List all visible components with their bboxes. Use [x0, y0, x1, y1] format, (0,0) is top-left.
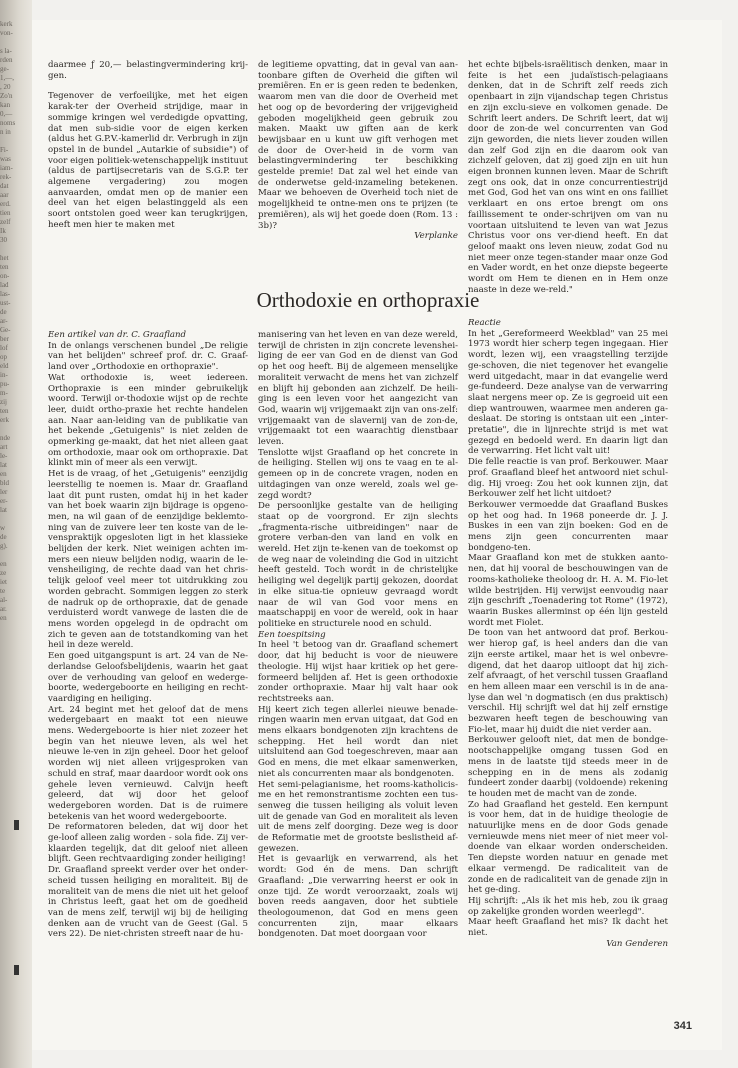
column-1-top [48, 60, 248, 231]
paragraph: Berkouwer vermoedde dat Graafland Buskes op het oog had. In 1968 poneerde dr. J. J. Buskes in een van zijn boeken: God en de mens zijn geen concurrenten maar bondgeno-ten. [468, 499, 668, 553]
paragraph: Het is gevaarlijk en verwarrend, als het wordt: God én de mens. Dan schrijft Graafland: „Die verwarring heerst er ook in onze tijd. Ze wordt veroorzaakt, zoals wij boven reeds aangaven, door het subtiele theologoumenon, dat God en mens geen concurrenten zijn, maar elkaars bondgenoten. Dat moet doorgaan voor [258, 854, 458, 940]
paragraph: Het semi-pelagianisme, het rooms-katholicis-me en het remonstrantisme zochten een tus-senweg die tussen heiliging als voluit leven uit de genade van God en moraliteit als leven uit de mens zelf doorging. Deze weg is door de Reformatie met de grootste beslistheid af-gewezen. [258, 779, 458, 854]
paragraph: Tegenover de verfoeilijke, met het eigen karak-ter der Overheid strijdige, maar in sommige kringen wel verdedigde opvatting, dat men sub-sidie voor de eigen kerken (aldus het G.P.V.-kamerlid dr. Verbrugh in zijn opstel in de bundel „Autarkie of subsidie") of voor eigen politiek-wetenschappelijk instituut (aldus de partijsecretaris van de S.G.P. ter algemene vergadering) zou mogen aanvaarden, omdat men op de manier een deel van het eigen belastinggeld als een soort ontstolen goed weer kan terugkrijgen, heeft men hier te maken met [48, 91, 248, 230]
paragraph: het echte bijbels-israëlitisch denken, maar in feite is het een judaïstisch-pelagiaans denken, dat in de Schrift zelf reeds zich openbaart in zijn vijandschap tegen Christus en zijn exclu-sieve en volkomen genade. De Schrift leert anders. De Schrift leert, dat wij door de zon-de wel concurrenten van God zijn geworden, die niets liever zouden willen dan zelf God zijn en die daarom ook van zichzelf geloven, dat zij goed zijn en uit hun eigen bronnen kunnen leven. Maar de Schrift zegt ons ook, dat in onze concurrentiestrijd met God, God het van ons wint en ons failliet verklaart en ons ertoe brengt om ons faillissement te onder-schrijven om van nu voortaan uitsluitend te leven van wat Jezus Christus voor ons ver-diend heeft. En dat geloof maakt ons leven nieuw, zodat God nu niet meer onze tegen-stander maar onze God en Vader wordt, en het onze diepste begeerte wordt om Hem te dienen en in Hem onze naaste in deze we-reld." [468, 60, 668, 295]
binding-margin [0, 0, 32, 1068]
paragraph: Hij schrijft: „Als ik het mis heb, zou ik graag op zakelijke gronden worden weerlegd". [468, 895, 668, 917]
paragraph: Berkouwer gelooft niet, dat men de bondge-nootschappelijke omgang tussen God en mens in de laatste tijd steeds meer in de schepping en in de mens als zodanig fundeert zonder daarbij (voldoende) rekening te houden met de macht van de zonde. [468, 735, 668, 799]
paragraph: Een goed uitgangspunt is art. 24 van de Ne-derlandse Geloofsbelijdenis, waarin het gaat over de verhouding van geloof en wederge-boorte, wedergeboorte en heiliging en recht-vaardiging en heiliging. [48, 651, 248, 704]
author-signature: Van Genderen [606, 938, 668, 949]
section-heading: Een toespitsing [258, 629, 326, 640]
paragraph: Die felle reactie is van prof. Berkouwer. Maar prof. Graafland bleef het antwoord niet schul-dig. Hij vroeg: Zou het ook kunnen zijn, dat Berkouwer zelf het licht uitdoet? [468, 457, 668, 500]
page-number: 341 [673, 1020, 692, 1032]
paragraph: manisering van het leven en van deze wereld, terwijl de christen in zijn concrete levenshei-liging de eer van God en de dienst van God op het oog heeft. Bij de algemeen menselijke moraliteit verwacht de mens het van zichzelf en blijft hij gebonden aan zichzelf. De heili-ging is een leven voor het aangezicht van God, waarin wij vrijgemaakt zijn van ons-zelf: vrijgemaakt van de slavernij van de zon-de, vrijgemaakt tot een waarachtig dienstbaar leven. [258, 330, 458, 448]
column-3-body [468, 318, 668, 949]
paragraph: In het „Gereformeerd Weekblad" van 25 mei 1973 wordt hier scherp tegen ingegaan. Hier wordt, lezen wij, een vraagstelling terzijde ge-schoven, die niet tegenover het evangelie werd uitgedacht, maar in dat evangelie werd ge-fundeerd. Deze analyse van de verwarring slaat nergens meer op. Ze is gegroeid uit een diep wantrouwen, waarmee men anderen ga-deslaat. De storing is ontstaan uit een „inter-pretatie", die in lijnrechte strijd is met wat gezegd en bedoeld werd. En daarin ligt dan de verwarring. Het licht valt uit! [468, 328, 668, 457]
paragraph: Dr. Graafland spreekt verder over het onder-scheid tussen heiliging en moraliteit. Bij de moraliteit van de mens die niet uit het geloof in Christus leeft, gaat het om de goedheid van de mens zelf, terwijl wij bij de heiliging denken aan de vrucht van de Geest (Gal. 5 vers 22). De niet-christen streeft naar de hu- [48, 865, 248, 940]
paragraph: In heel 't betoog van dr. Graafland schemert door, dat hij beducht is voor de nieuwere theologie. Hij wijst haar kritiek op het gere-formeerd belijden af. Het is geen orthodoxie zonder orthopraxie. Maar hij valt haar ook rechtstreeks aan. [258, 640, 458, 704]
paragraph: Wat orthodoxie is, weet iedereen. Orthopraxie is een minder gebruikelijk woord. Terwijl or-thodoxie wijst op de rechte leer, duidt ortho-praxie het rechte handelen aan. Naar aan-leiding van de publikatie van het bekende „Getuigenis" is niet zelden de opmerking ge-maakt, dat het niet alleen gaat om orthodoxie, maar ook om orthopraxie. Dat klinkt min of meer als een verwijt. [48, 372, 248, 469]
article-title: Orthodoxie en orthopraxie [256, 288, 480, 312]
paragraph: daarmee ƒ 20,— belastingvermindering krij-gen. [48, 60, 248, 81]
paragraph: de legitieme opvatting, dat in geval van aan-toonbare giften de Overheid die giften wil premiëren. En er is geen reden te bedenken, waarom men van die door de Overheid met het oog op de bevordering der vrijgevigheid geboden mogelijkheid geen gebruik zou maken. Maakt uw giften aan de kerk bewijsbaar en u kunt uw gift verhogen met de door de Over-heid in de vorm van belastingvermindering ter beschikking gestelde premie! Dat zal wel het einde van de onderwetse geld-inzameling betekenen. Maar we behoeven de Overheid toch niet de mogelijkheid te ontne-men ons te prijzen (te premiëren), als wij het goede doen (Rom. 13 : 3b)? [258, 60, 458, 231]
article-byline: Een artikel van dr. C. Graafland [48, 330, 187, 340]
paragraph: De persoonlijke gestalte van de heiliging staat op de voorgrond. Er zijn slechts „fragmenta-rische uitbreidingen" naar de grotere verban-den van land en volk en wereld. Het zijn te-kenen van de toekomst op de weg naar de voleinding die God in uitzicht heeft gesteld. Toch wordt in de christelijke heiliging wel degelijk partij gekozen, doordat in elke situa-tie opnieuw gevraagd wordt naar de wil van God voor mens en maatschappij en voor de wereld, ook in haar politieke en structurele nood en schuld. [258, 501, 458, 629]
column-3-top [468, 60, 668, 295]
paragraph: Art. 24 begint met het geloof dat de mens wedergebaart en maakt tot een nieuwe mens. Wedergeboorte is hier niet zozeer het begin van het nieuwe leven, als wel het nieuwe le-ven in zijn geheel. Door het geloof worden wij niet alleen vrijgesproken van schuld en straf, maar daardoor wordt ook ons gehele leven vernieuwd. Calvijn heeft geleerd, dat wij door het geloof wedergeboren worden. Dat is de ruimere betekenis van het woord wedergeboorte. [48, 704, 248, 822]
column-1-body [48, 330, 248, 940]
adjacent-page-text: kerk von- s la- rden ge- 1,—, , 20 Zo'n kan 0,— noms n in Fi- was iam- rek- dat aar erd. tien zelf Ik 30 het ten on- lad las- ust- de ar- Ge- ber lof op eld in- pu- m- zij ten erk nde art le- lat en bld ler er- lat w de g). en ze iet te al- ar. en [0, 20, 16, 622]
binding-mark [14, 820, 19, 830]
paragraph: Hij keert zich tegen allerlei nieuwe benade-ringen waarin men ervan uitgaat, dat God en mens elkaars bondgenoten zijn krachtens de schepping. Het heil wordt dan niet uitsluitend aan God toegeschreven, maar aan God en mens, die met elkaar samenwerken, niet als concurrenten maar als bondgenoten. [258, 704, 458, 779]
author-signature: Verplanke [414, 231, 458, 242]
paragraph: De reformatoren beleden, dat wij door het ge-loof alleen zalig worden - sola fide. Zij ver-klaarden tegelijk, dat dit geloof niet alleen blijft. Geen rechtvaardiging zonder heiliging! [48, 822, 248, 865]
paragraph: Maar Graafland kon met de stukken aanto-nen, dat hij vooral de beschouwingen van de rooms-katholieke theoloog dr. H. A. M. Fio-let wilde bestrijden. Hij verwijst eenvoudig naar zijn geschrift „Toenadering tot Rome" (1972), waarin Buskes allerminst op één lijn gesteld wordt met Fiolet. [468, 553, 668, 628]
column-2-top [258, 60, 458, 242]
paragraph: Zo had Graafland het gesteld. Een kernpunt is voor hem, dat in de huidige theologie de natuurlijke mens en de door Gods genade vernieuwde mens niet meer of niet meer vol-doende van elkaar worden onderscheiden. Ten diepste worden natuur en genade met elkaar vermengd. De radicaliteit van de zonde en de radicaliteit van de genade zijn in het ge-ding. [468, 799, 668, 896]
binding-mark [14, 965, 19, 975]
section-heading: Reactie [468, 318, 501, 328]
paragraph: Tenslotte wijst Graafland op het concrete in de heiliging. Stellen wij ons te vaag en te al-gemeen op in de concrete vragen, noden en uitdagingen van onze wereld, zoals wel ge-zegd wordt? [258, 447, 458, 501]
paragraph: Het is de vraag, of het „Getuigenis" eenzijdig leerstellig te noemen is. Maar dr. Graafland laat dit punt rusten, omdat hij in het kader van het boek waarin zijn bijdrage is opgeno-men, na wil gaan of de eenzijdige beklemto-ning van de zuivere leer ten koste van de le-venspraktijk opgesloten ligt in het klassieke belijden der kerk. Niet weinigen achten im-mers een nieuw belijden nodig, waarin de le-vensheiliging, de rechte daad van het chris-telijk geloof veel meer tot uitdrukking zou worden gebracht. Sommigen leggen zo sterk de nadruk op de orthopraxie, dat de genade verduisterd wordt vanwege de lasten die de mens worden opgelegd in de opdracht om zich te geven aan de totstandkoming van het heil in deze wereld. [48, 469, 248, 651]
paragraph: Maar heeft Graafland het mis? Ik dacht het niet. [468, 917, 668, 939]
paragraph: De toon van het antwoord dat prof. Berkou-wer hierop gaf, is heel anders dan die van zijn eerste artikel, maar het is wel onbevre-digend, dat het daarop uitloopt dat hij zich-zelf afvraagt, of het verschil tussen Graafland en hem alleen maar een verschil is in de ana-lyse dan wel 'n dogmatisch (en dus praktisch) verschil. Hij schrijft wel dat hij zelf ernstige bezwaren heeft tegen de beschouwing van Fio-let, maar hij duidt die niet verder aan. [468, 628, 668, 735]
column-2-body [258, 330, 458, 940]
paragraph: In de onlangs verschenen bundel „De religie van het belijden" schreef prof. dr. C. Graaf-land over „Orthodoxie en orthopraxie". [48, 340, 248, 373]
